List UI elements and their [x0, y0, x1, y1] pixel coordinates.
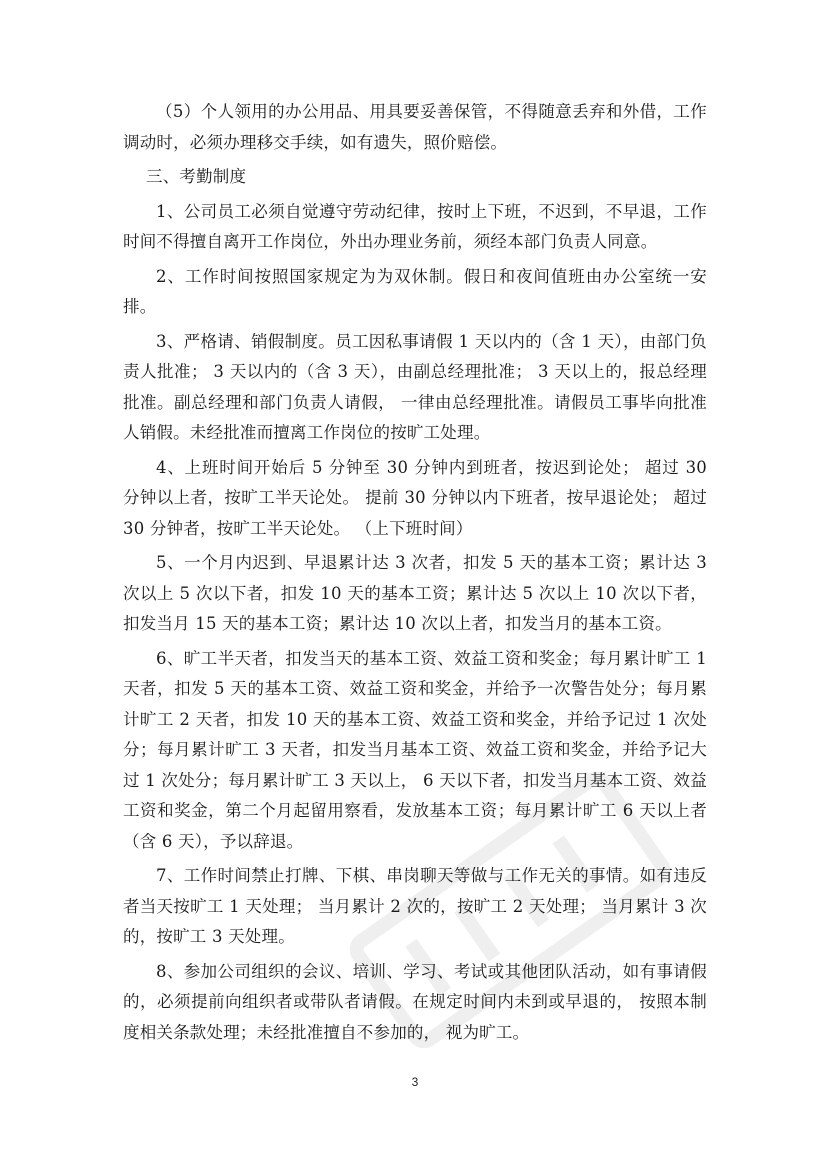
paragraph-office-supplies: （5）个人领用的办公用品、用具要妥善保管，不得随意丢弃和外借，工作调动时，必须办理移交手续，如有遗失，照价赔偿。 — [123, 102, 707, 152]
section-heading-attendance: 三、考勤制度 — [146, 167, 247, 186]
paragraph-rule-4: 4、上班时间开始后 5 分钟至 30 分钟内到班者，按迟到论处； 超过 30 分钟以上者，按旷工半天论处。 提前 30 分钟以内下班者，按早退论处； 超过 30 分钟者，按旷工半天论处。 （上下班时间） — [123, 457, 707, 538]
paragraph-rule-3: 3、严格请、销假制度。员工因私事请假 1 天以内的（含 1 天），由部门负责人批准； 3 天以内的（含 3 天），由副总经理批准； 3 天以上的，报总经理批准。副总经理和部门负责人请假， 一律由总经理批准。请假员工事毕向批准人销假。未经批准而擅离工作岗位的按旷工处理。 — [123, 331, 707, 442]
paragraph-rule-8: 8、参加公司组织的会议、培训、学习、考试或其他团队活动，如有事请假的，必须提前向组织者或带队者请假。在规定时间内未到或早退的， 按照本制度相关条款处理；未经批准擅自不参加的， 视为旷工。 — [123, 961, 707, 1042]
paragraph-rule-7: 7、工作时间禁止打牌、下棋、串岗聊天等做与工作无关的事情。如有违反者当天按旷工 1 天处理； 当月累计 2 次的，按旷工 2 天处理； 当月累计 3 次的，按旷工 3 天处理。 — [123, 866, 707, 946]
paragraph-rule-1: 1、公司员工必须自觉遵守劳动纪律，按时上下班，不迟到，不早退，工作时间不得擅自离开工作岗位，外出办理业务前，须经本部门负责人同意。 — [123, 201, 707, 251]
paragraph-rule-2: 2、工作时间按照国家规定为为双休制。假日和夜间值班由办公室统一安排。 — [123, 266, 707, 316]
paragraph-rule-5: 5、一个月内迟到、早退累计达 3 次者，扣发 5 天的基本工资；累计达 3 次以上 5 次以下者，扣发 10 天的基本工资；累计达 5 次以上 10 次以下者，扣发当月 15 天的基本工资；累计达 10 次以上者，扣发当月的基本工资。 — [123, 553, 707, 633]
paragraph-rule-6: 6、旷工半天者，扣发当天的基本工资、效益工资和奖金；每月累计旷工 1 天者，扣发 5 天的基本工资、效益工资和奖金，并给予一次警告处分；每月累计旷工 2 天者，扣发 10 天的基本工资、效益工资和奖金，并给予记过 1 次处分；每月累计旷工 3 天者，扣发当月基本工资、效益工资和奖金，并给予记大过 1 次处分；每月累计旷工 3 天以上， 6 天以下者，扣发当月基本工资、效益工资和奖金，第二个月起留用察看，发放基本工资；每月累计旷工 6 天以上者（含 6 天），予以辞退。 — [123, 648, 707, 851]
page-number: 3 — [411, 1075, 419, 1089]
document-body — [123, 97, 707, 1052]
